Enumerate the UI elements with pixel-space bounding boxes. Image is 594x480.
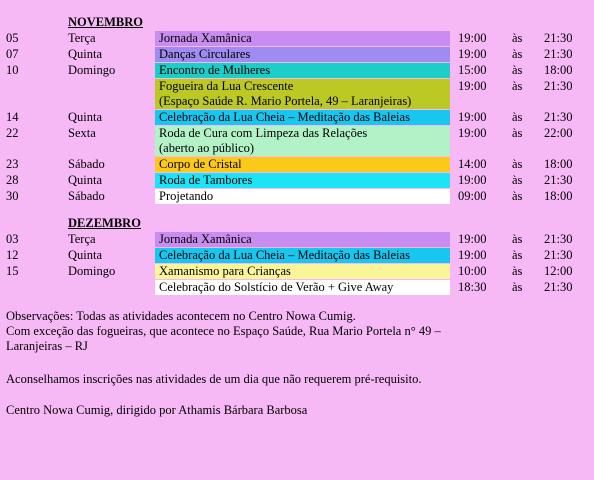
start-time: 15:00 <box>458 63 487 77</box>
time-separator: às <box>512 232 523 246</box>
end-time: 21:30 <box>544 31 573 45</box>
day-number: 30 <box>6 189 19 203</box>
time-separator: às <box>512 264 523 278</box>
event-name: Jornada Xamânica <box>155 232 450 247</box>
note-aconselhamos: Aconselhamos inscrições nas atividades de um dia que não requerem pré-requisito. <box>6 372 422 386</box>
start-time: 19:00 <box>458 47 487 61</box>
event-name: Jornada Xamânica <box>155 31 450 46</box>
time-separator: às <box>512 248 523 262</box>
start-time: 09:00 <box>458 189 487 203</box>
schedule-row <box>0 79 594 109</box>
schedule-row <box>0 63 594 78</box>
event-name: Celebração da Lua Cheia – Meditação das Baleias <box>155 110 450 125</box>
start-time: 19:00 <box>458 31 487 45</box>
start-time: 14:00 <box>458 157 487 171</box>
weekday: Quinta <box>68 173 103 187</box>
schedule-row <box>0 264 594 279</box>
weekday: Sábado <box>68 157 105 171</box>
day-number: 22 <box>6 126 19 140</box>
schedule-row <box>0 126 594 156</box>
event-name: Projetando <box>155 189 450 204</box>
start-time: 19:00 <box>458 79 487 93</box>
event-name: Corpo de Cristal <box>155 157 450 172</box>
end-time: 18:00 <box>544 157 573 171</box>
weekday: Domingo <box>68 63 116 77</box>
schedule-row <box>0 232 594 247</box>
end-time: 21:30 <box>544 248 573 262</box>
time-separator: às <box>512 110 523 124</box>
start-time: 19:00 <box>458 126 487 140</box>
schedule-row <box>0 47 594 62</box>
note-observacoes: Observações: Todas as atividades acontecem no Centro Nowa Cumig. <box>6 309 356 323</box>
event-name: Celebração do Solstício de Verão + Give Away <box>155 280 450 295</box>
weekday: Sexta <box>68 126 96 140</box>
time-separator: às <box>512 280 523 294</box>
schedule-row <box>0 110 594 125</box>
event-name: Roda de Cura com Limpeza das Relações (aberto ao público) <box>155 126 450 156</box>
end-time: 18:00 <box>544 63 573 77</box>
time-separator: às <box>512 157 523 171</box>
end-time: 18:00 <box>544 189 573 203</box>
day-number: 23 <box>6 157 19 171</box>
time-separator: às <box>512 126 523 140</box>
end-time: 21:30 <box>544 47 573 61</box>
weekday: Quinta <box>68 47 103 61</box>
end-time: 21:30 <box>544 173 573 187</box>
month-heading: NOVEMBRO <box>68 15 143 29</box>
schedule-row <box>0 31 594 46</box>
day-number: 14 <box>6 110 19 124</box>
end-time: 12:00 <box>544 264 573 278</box>
weekday: Quinta <box>68 110 103 124</box>
start-time: 19:00 <box>458 232 487 246</box>
end-time: 22:00 <box>544 126 573 140</box>
end-time: 21:30 <box>544 280 573 294</box>
day-number: 12 <box>6 248 19 262</box>
weekday: Terça <box>68 31 96 45</box>
schedule-row <box>0 189 594 204</box>
day-number: 07 <box>6 47 19 61</box>
note-excecao: Com exceção das fogueiras, que acontece no Espaço Saúde, Rua Mario Portela n° 49 – Laranjeiras – RJ <box>6 324 441 353</box>
day-number: 10 <box>6 63 19 77</box>
time-separator: às <box>512 31 523 45</box>
start-time: 19:00 <box>458 110 487 124</box>
schedule-row <box>0 173 594 188</box>
day-number: 05 <box>6 31 19 45</box>
schedule-row <box>0 157 594 172</box>
event-name: Xamanismo para Crianças <box>155 264 450 279</box>
event-name: Danças Circulares <box>155 47 450 62</box>
time-separator: às <box>512 63 523 77</box>
start-time: 19:00 <box>458 248 487 262</box>
start-time: 19:00 <box>458 173 487 187</box>
time-separator: às <box>512 79 523 93</box>
time-separator: às <box>512 173 523 187</box>
month-heading: DEZEMBRO <box>68 216 141 230</box>
event-name: Celebração da Lua Cheia – Meditação das Baleias <box>155 248 450 263</box>
event-name: Fogueira da Lua Crescente (Espaço Saúde R. Mario Portela, 49 – Laranjeiras) <box>155 79 450 109</box>
event-name: Encontro de Mulheres <box>155 63 450 78</box>
time-separator: às <box>512 189 523 203</box>
day-number: 15 <box>6 264 19 278</box>
weekday: Quinta <box>68 248 103 262</box>
time-separator: às <box>512 47 523 61</box>
schedule-row <box>0 248 594 263</box>
end-time: 21:30 <box>544 79 573 93</box>
end-time: 21:30 <box>544 232 573 246</box>
day-number: 03 <box>6 232 19 246</box>
weekday: Domingo <box>68 264 116 278</box>
note-centro: Centro Nowa Cumig, dirigido por Athamis Bárbara Barbosa <box>6 403 308 417</box>
end-time: 21:30 <box>544 110 573 124</box>
event-name: Roda de Tambores <box>155 173 450 188</box>
weekday: Sábado <box>68 189 105 203</box>
day-number: 28 <box>6 173 19 187</box>
start-time: 18:30 <box>458 280 487 294</box>
start-time: 10:00 <box>458 264 487 278</box>
schedule-row <box>0 280 594 295</box>
weekday: Terça <box>68 232 96 246</box>
